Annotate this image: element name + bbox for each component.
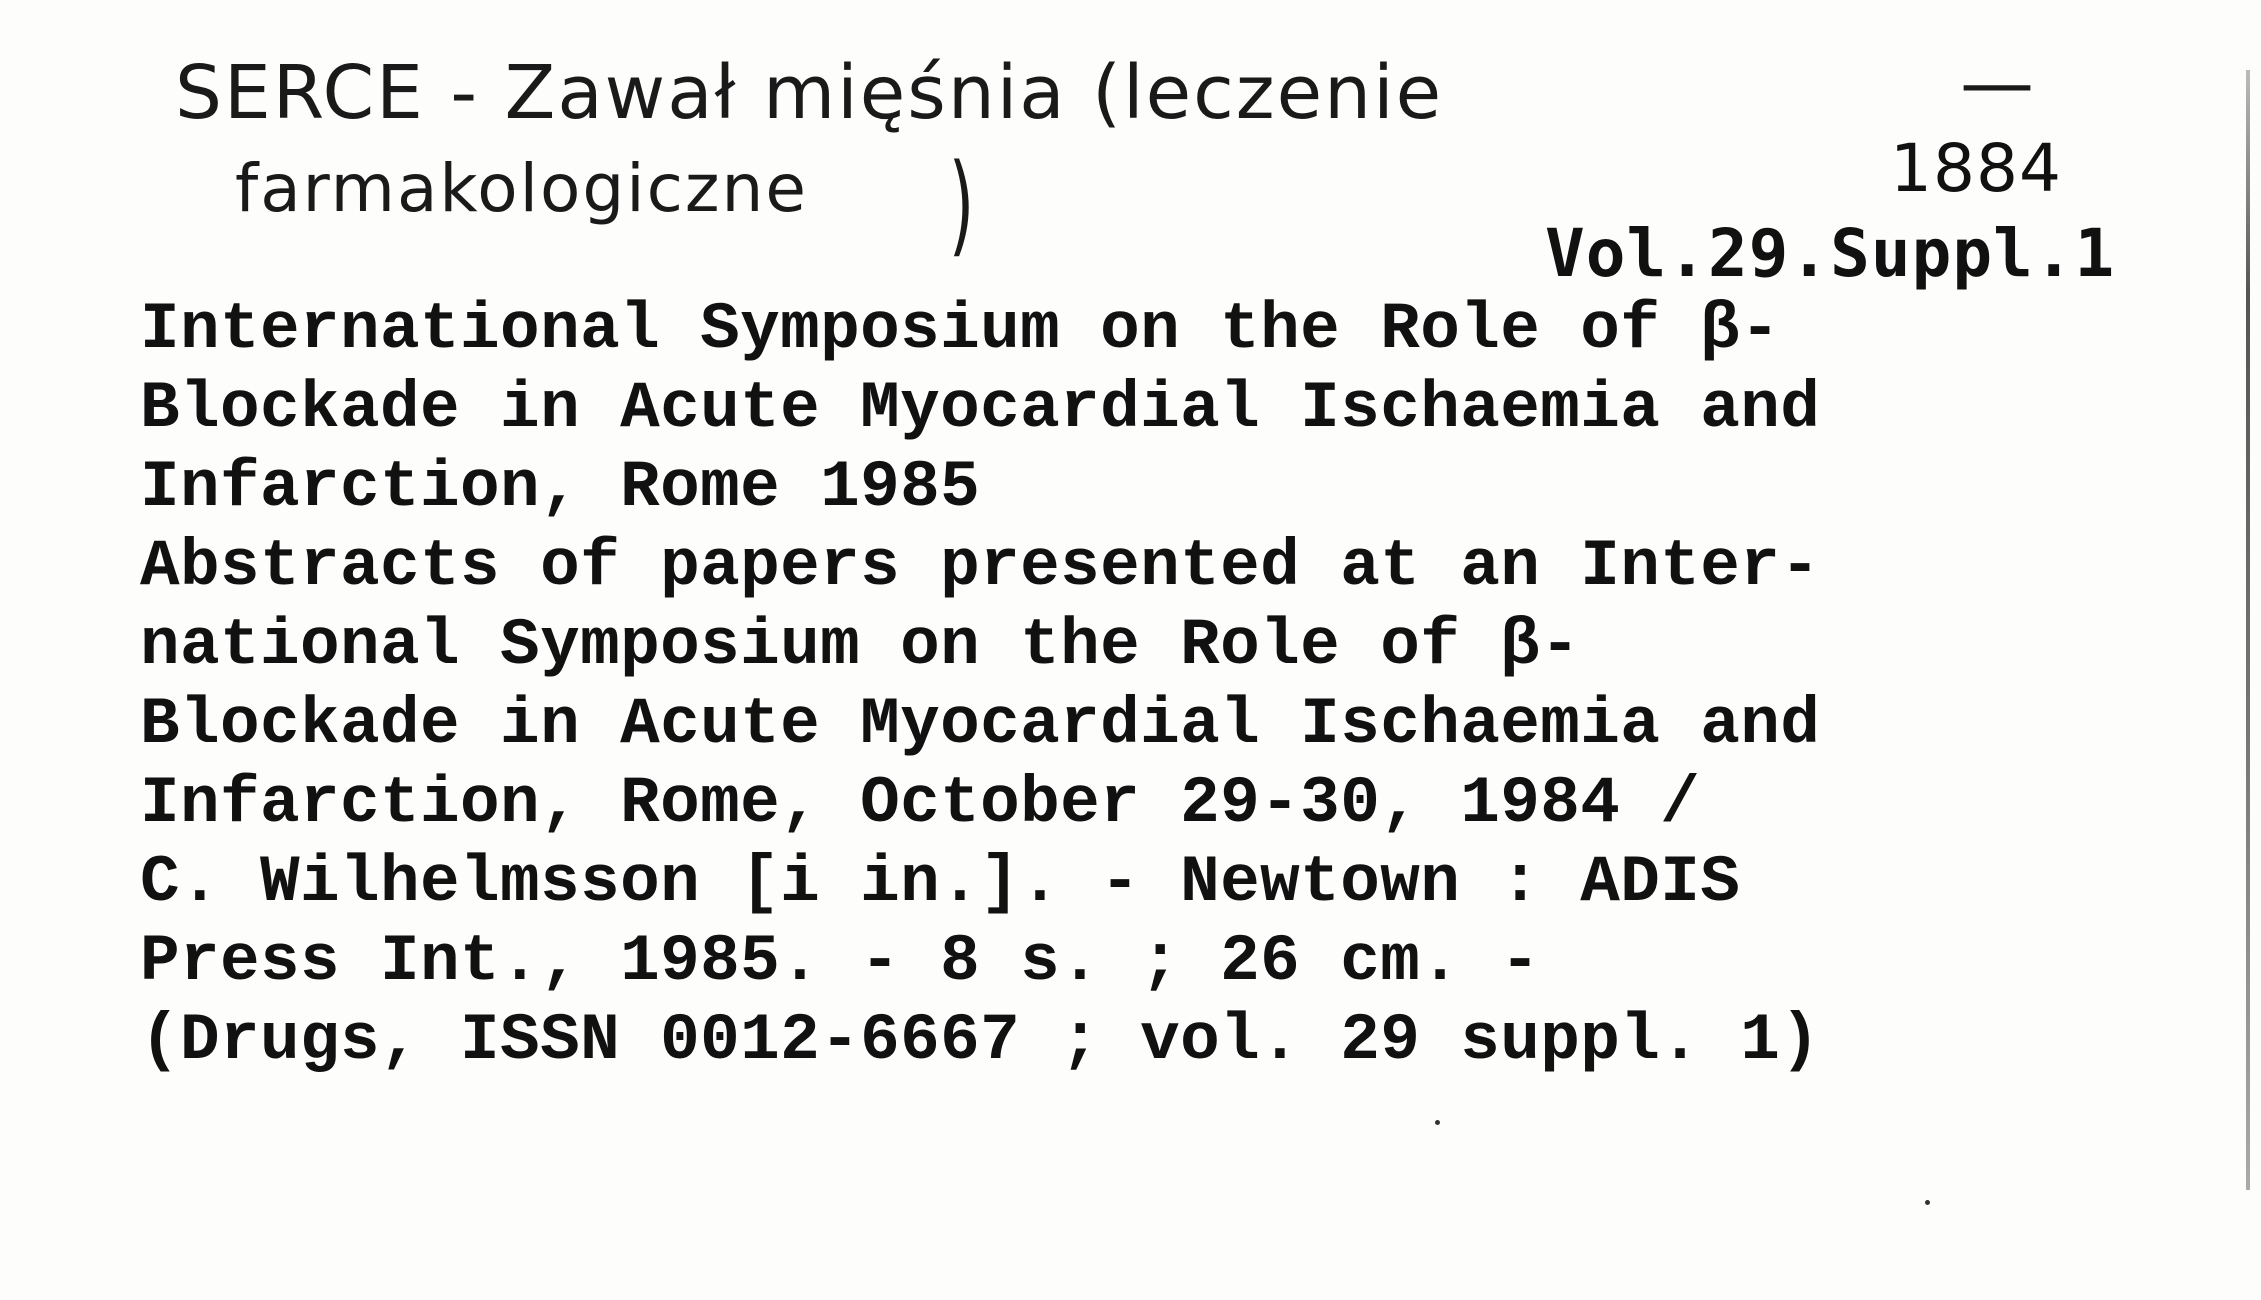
description-line: International Symposium on the Role of β- xyxy=(140,292,1781,367)
description-line: Abstracts of papers presented at an Inter- xyxy=(140,529,1821,604)
description-line: Press Int., 1985. - 8 s. ; 26 cm. - xyxy=(140,924,1541,999)
description-line: Blockade in Acute Myocardial Ischaemia and xyxy=(140,371,1821,446)
bibliographic-description xyxy=(140,290,1820,1080)
volume-label: Vol.29.Suppl.1 xyxy=(1545,215,2116,292)
subject-heading-closing-paren: ) xyxy=(948,140,975,268)
card-edge-mark xyxy=(2246,70,2250,1190)
description-line: Blockade in Acute Myocardial Ischaemia and xyxy=(140,687,1821,762)
speck-mark xyxy=(1435,1120,1440,1125)
description-line: Infarction, Rome 1985 xyxy=(140,450,981,525)
description-line: C. Wilhelmsson [i in.]. - Newtown : ADIS xyxy=(140,845,1741,920)
description-line: national Symposium on the Role of β- xyxy=(140,608,1581,683)
subject-heading-line1: SERCE - Zawał mięśnia (leczenie xyxy=(175,50,1444,136)
description-line: Infarction, Rome, October 29-30, 1984 / xyxy=(140,766,1701,841)
description-line: (Drugs, ISSN 0012-6667 ; vol. 29 suppl. 1) xyxy=(140,1003,1821,1078)
speck-mark xyxy=(1925,1200,1930,1205)
subject-heading-line2: farmakologiczne xyxy=(235,150,808,227)
call-number: 1884 xyxy=(1890,130,2062,207)
subject-heading-dash: — xyxy=(1960,40,2034,126)
